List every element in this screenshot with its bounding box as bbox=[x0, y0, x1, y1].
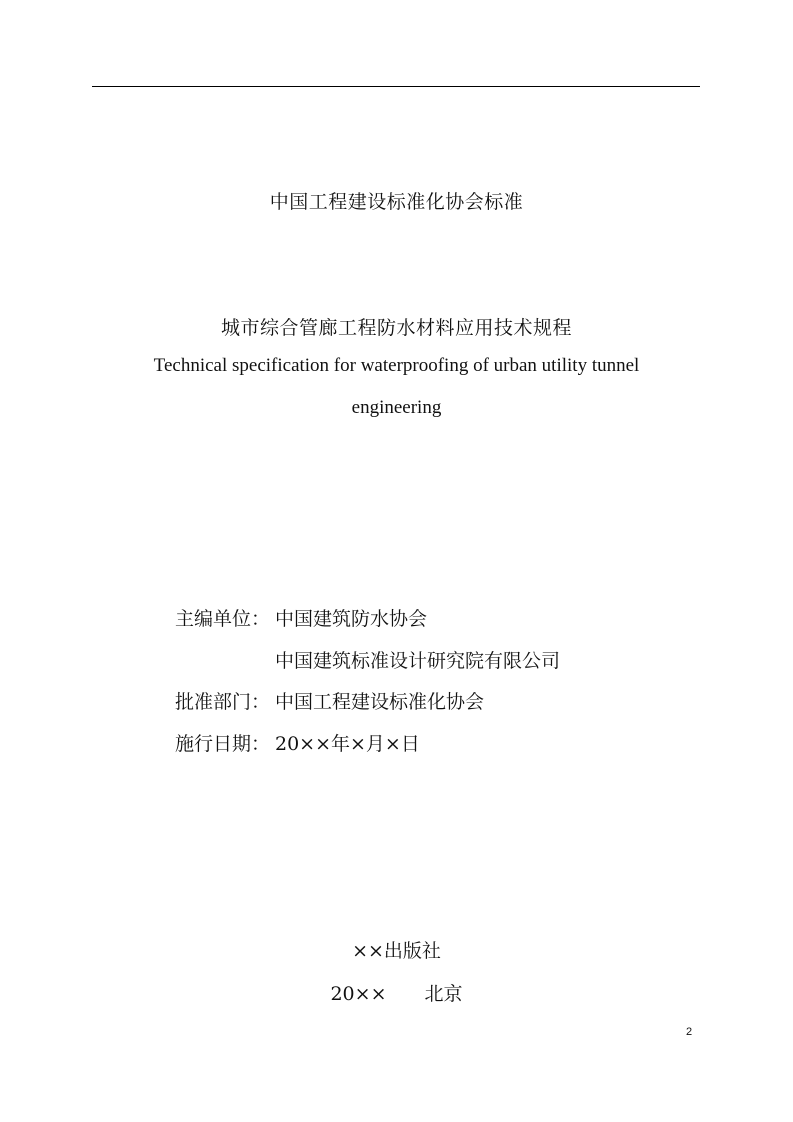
info-value: 中国建筑防水协会 bbox=[275, 608, 428, 630]
info-label: 施行日期： bbox=[175, 733, 271, 755]
info-label: 批准部门： bbox=[175, 691, 271, 713]
publication-city: 北京 bbox=[424, 983, 463, 1005]
title-english-line-2: engineering bbox=[351, 397, 442, 418]
publication-year: 20×× bbox=[330, 983, 387, 1005]
page-number: 2 bbox=[686, 1026, 693, 1038]
publisher-year-city bbox=[0, 979, 793, 1006]
title-chinese: 城市综合管廊工程防水材料应用技术规程 bbox=[220, 317, 572, 339]
info-value: 中国建筑标准设计研究院有限公司 bbox=[275, 650, 561, 672]
info-row-chief-editor bbox=[175, 604, 427, 631]
publisher-name: ××出版社 bbox=[352, 940, 441, 962]
header-rule bbox=[92, 86, 700, 87]
info-label: 主编单位： bbox=[175, 608, 271, 630]
info-value: 20××年×月×日 bbox=[275, 733, 420, 755]
info-row-approval-dept bbox=[175, 687, 484, 714]
info-value: 中国工程建设标准化协会 bbox=[275, 691, 485, 713]
info-row-effective-date bbox=[175, 729, 420, 756]
title-english-line-1: Technical specification for waterproofing of urban utility tunnel bbox=[153, 355, 640, 376]
info-row-co-editor bbox=[175, 646, 560, 673]
association-standard-label: 中国工程建设标准化协会标准 bbox=[269, 191, 524, 213]
